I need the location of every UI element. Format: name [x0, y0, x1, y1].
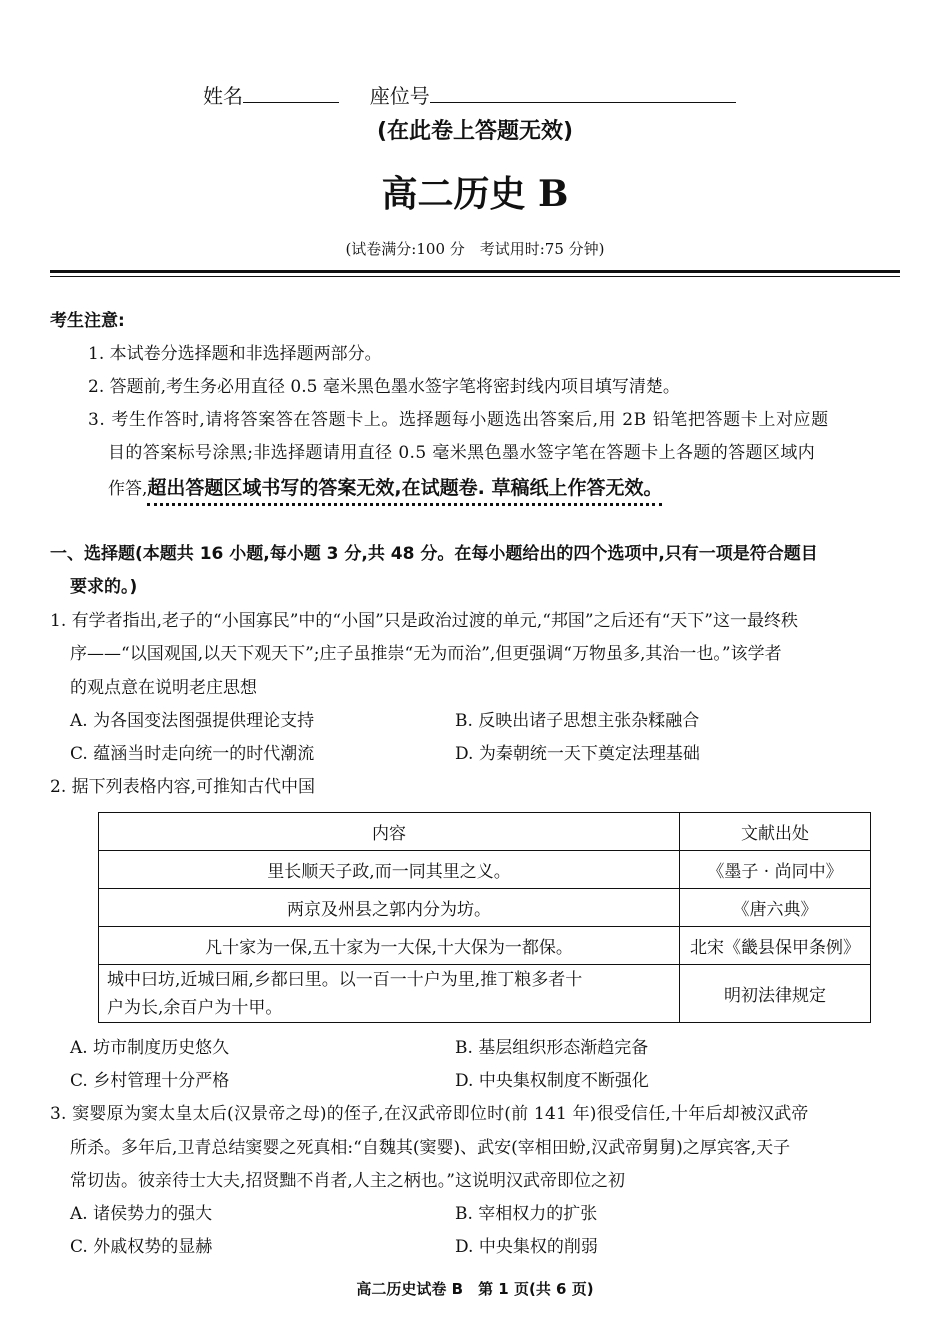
table-cell-source: 《墨子 · 尚同中》: [680, 851, 871, 889]
table-header-source: 文献出处: [680, 813, 871, 851]
header-rule-thick: [50, 270, 900, 273]
q1-option-a: A. 为各国变法图强提供理论支持: [70, 711, 315, 731]
q1-stem-line-1: 1. 有学者指出,老子的“小国寡民”中的“小国”只是政治过渡的单元,“邦国”之后还有“天下”这一最终秩: [50, 611, 798, 631]
q3-option-c: C. 外戚权势的显赫: [70, 1237, 213, 1257]
q2-option-b: B. 基层组织形态渐趋完备: [455, 1038, 649, 1058]
table-cell-content: 两京及州县之郭内分为坊。: [99, 889, 680, 927]
table-row: [99, 927, 871, 965]
name-label: 姓名: [203, 84, 243, 108]
table-row: [99, 851, 871, 889]
table-cell-source: 《唐六典》: [680, 889, 871, 927]
table-cell-content: 里长顺天子政,而一同其里之义。: [99, 851, 680, 889]
notice-emphasis: 超出答题区域书写的答案无效,在试题卷. 草稿纸上作答无效。: [147, 477, 662, 506]
invalid-note: (在此卷上答题无效): [376, 119, 574, 144]
seat-blank[interactable]: [430, 82, 736, 103]
notice-item-3-line2: 目的答案标号涂黑;非选择题请用直径 0.5 毫米黑色墨水签字笔在答题卡上各题的答题区域内: [108, 443, 816, 463]
q2-table: [98, 812, 871, 1023]
q1-stem-line-2: 序——“以国观国,以天下观天下”;庄子虽推崇“无为而治”,但更强调“万物虽多,其治一也。”该学者: [70, 644, 782, 664]
name-field-row: [203, 80, 736, 113]
table-header-row: [99, 813, 871, 851]
q3-stem-line-3: 常切齿。彼亲待士大夫,招贤黜不肖者,人主之柄也。”这说明汉武帝即位之初: [70, 1171, 625, 1191]
q1-option-c: C. 蕴涵当时走向统一的时代潮流: [70, 744, 315, 764]
q3-stem-line-2: 所杀。多年后,卫青总结窦婴之死真相:“自魏其(窦婴)、武安(宰相田蚡,汉武帝舅舅)之厚宾客,天子: [70, 1138, 791, 1158]
notice-item-3-line3: [108, 472, 662, 506]
q2-option-c: C. 乡村管理十分严格: [70, 1071, 230, 1091]
q1-stem-line-3: 的观点意在说明老庄思想: [70, 678, 257, 698]
table-header-content: 内容: [99, 813, 680, 851]
q3-option-d: D. 中央集权的削弱: [455, 1237, 598, 1257]
section-1-heading: 一、选择题(本题共 16 小题,每小题 3 分,共 48 分。在每小题给出的四个选项中,只有一项是符合题目: [50, 544, 818, 564]
table-cell-source: 北宋《畿县保甲条例》: [680, 927, 871, 965]
header-rule-thin: [50, 276, 900, 277]
page-title: 高二历史 B: [381, 173, 569, 215]
notice-heading: 考生注意:: [50, 311, 125, 331]
q1-option-b: B. 反映出诸子思想主张杂糅融合: [455, 711, 700, 731]
table-row: [99, 889, 871, 927]
notice-item-3: 3. 考生作答时,请将答案答在答题卡上。选择题每小题选出答案后,用 2B 铅笔把答题卡上对应题: [88, 410, 829, 430]
table-cell-source: 明初法律规定: [680, 965, 871, 1023]
table-cell-line-2: 户为长,余百户为十甲。: [107, 997, 283, 1018]
name-blank[interactable]: [243, 82, 339, 103]
q2-option-a: A. 坊市制度历史悠久: [70, 1038, 230, 1058]
q2-stem: 2. 据下列表格内容,可推知古代中国: [50, 777, 316, 797]
seat-label: 座位号: [369, 84, 430, 108]
q2-option-d: D. 中央集权制度不断强化: [455, 1071, 649, 1091]
q1-option-d: D. 为秦朝统一天下奠定法理基础: [455, 744, 700, 764]
notice-item-2: 2. 答题前,考生务必用直径 0.5 毫米黑色墨水签字笔将密封线内项目填写清楚。: [88, 377, 680, 397]
exam-info: (试卷满分:100 分 考试用时:75 分钟): [345, 240, 605, 258]
q3-stem-line-1: 3. 窦婴原为窦太皇太后(汉景帝之母)的侄子,在汉武帝即位时(前 141 年)很受信任,十年后却被汉武帝: [50, 1104, 809, 1124]
notice-item-3-prefix: 作答,: [108, 479, 148, 499]
notice-item-1: 1. 本试卷分选择题和非选择题两部分。: [88, 344, 382, 364]
table-row: [99, 965, 871, 1023]
section-1-heading-2: 要求的。): [70, 577, 138, 597]
q3-option-a: A. 诸侯势力的强大: [70, 1204, 213, 1224]
table-cell-content: 凡十家为一保,五十家为一大保,十大保为一都保。: [99, 927, 680, 965]
table-cell-content-multiline: [99, 965, 680, 1023]
table-cell-line-1: 城中曰坊,近城曰厢,乡都曰里。以一百一十户为里,推丁粮多者十: [107, 969, 583, 990]
q3-option-b: B. 宰相权力的扩张: [455, 1204, 598, 1224]
page-footer: 高二历史试卷 B 第 1 页(共 6 页): [356, 1280, 594, 1298]
